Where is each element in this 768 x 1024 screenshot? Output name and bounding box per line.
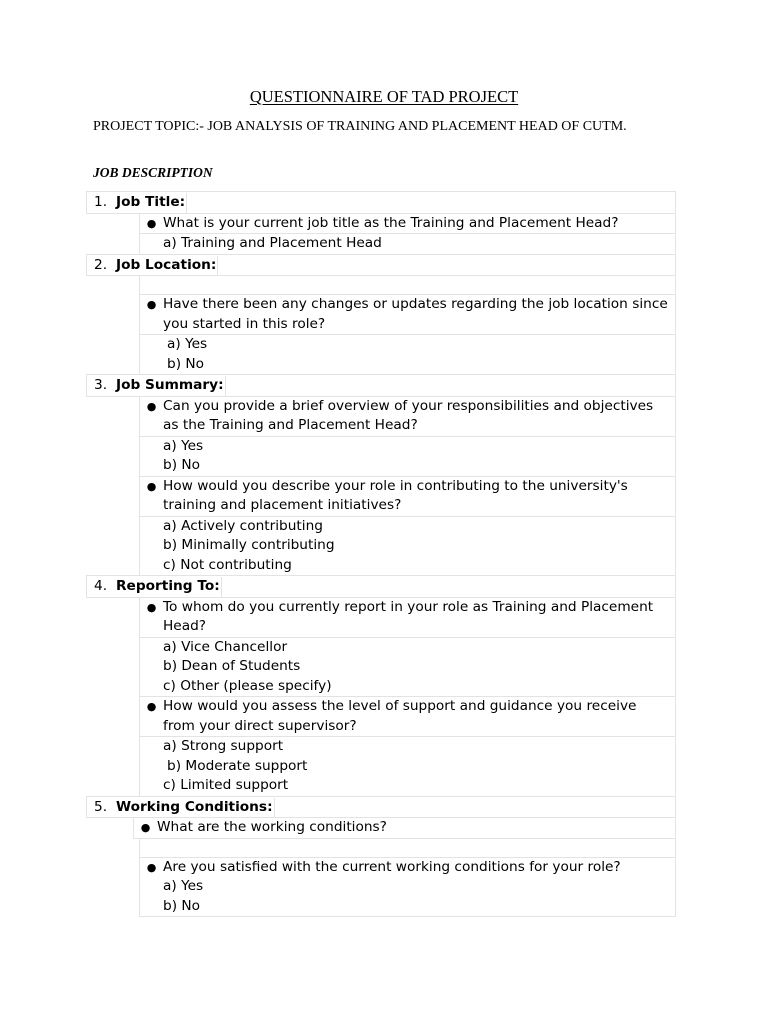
question-text: To whom do you currently report in your role as Training and Placement Head? <box>163 598 654 634</box>
answer-option: b) No <box>167 355 204 372</box>
options-row <box>139 233 676 255</box>
empty-row <box>139 838 676 858</box>
empty-row <box>139 275 676 295</box>
section-label: Job Title: <box>116 194 186 210</box>
section-number: 3. <box>94 377 108 393</box>
answer-option: c) Limited support <box>163 777 289 793</box>
bullet-icon: ● <box>146 860 157 874</box>
bullet-icon: ● <box>146 399 157 413</box>
section-row-reporting-to <box>86 575 676 598</box>
section-row-working-conditions <box>86 796 676 819</box>
section-number: 5. <box>94 798 108 815</box>
section-label: Reporting To: <box>116 578 220 594</box>
section-number: 1. <box>94 194 108 210</box>
project-topic: PROJECT TOPIC:- JOB ANALYSIS OF TRAINING AND PLACEMENT HEAD OF CUTM. <box>93 119 627 134</box>
question-row <box>139 696 676 737</box>
question-text: How would you describe your role in contributing to the university's training and placement initiatives? <box>163 477 628 513</box>
bullet-icon: ● <box>146 600 157 614</box>
answer-option: b) Dean of Students <box>163 658 301 674</box>
answer-option: a) Yes <box>163 437 204 454</box>
answer-option: b) Minimally contributing <box>163 537 335 553</box>
question-row <box>133 817 676 839</box>
section-row-job-location <box>86 254 676 277</box>
answer-option: a) Training and Placement Head <box>163 235 382 251</box>
question-row <box>139 597 676 638</box>
bullet-icon: ● <box>146 298 157 311</box>
question-text: How would you assess the level of support and guidance you receive from your direct supervisor? <box>163 698 637 734</box>
section-label: Working Conditions: <box>116 798 273 815</box>
answer-option: c) Other (please specify) <box>163 677 332 694</box>
answer-option: c) Not contributing <box>163 556 292 573</box>
options-row <box>139 516 676 577</box>
options-row <box>139 334 676 375</box>
question-row <box>139 396 676 437</box>
answer-option: b) No <box>163 897 200 914</box>
section-number: 4. <box>94 578 108 594</box>
bullet-icon: ● <box>146 216 157 230</box>
question-text: Can you provide a brief overview of your responsibilities and objectives as the Training and Placement Head? <box>163 397 654 433</box>
question-text: Have there been any changes or updates regarding the job location since you started in this role? <box>163 296 668 332</box>
section-row-job-title <box>86 191 676 214</box>
options-row <box>139 436 676 477</box>
answer-option: a) Yes <box>167 336 208 352</box>
answer-option: a) Strong support <box>163 738 284 754</box>
bullet-icon: ● <box>140 821 151 834</box>
options-row <box>139 637 676 698</box>
section-label: Job Location: <box>116 256 217 273</box>
question-text: What are the working conditions? <box>157 819 387 835</box>
bullet-icon: ● <box>146 700 157 713</box>
answer-option: b) Moderate support <box>167 757 308 774</box>
section-number: 2. <box>94 256 108 273</box>
document-title: QUESTIONNAIRE OF TAD PROJECT <box>249 87 519 106</box>
section-label: Job Summary: <box>116 377 224 393</box>
question-row <box>139 476 676 517</box>
options-row <box>139 736 676 797</box>
question-text: What is your current job title as the Training and Placement Head? <box>163 214 619 231</box>
section-row-job-summary <box>86 374 676 397</box>
bullet-icon: ● <box>146 479 157 493</box>
answer-option: b) No <box>163 457 200 473</box>
question-text: Are you satisfied with the current working conditions for your role? <box>163 858 621 875</box>
question-row <box>139 213 676 235</box>
section-heading: JOB DESCRIPTION <box>93 165 213 180</box>
questionnaire-table <box>86 192 676 917</box>
question-row <box>139 857 676 918</box>
answer-option: a) Vice Chancellor <box>163 638 288 655</box>
question-row <box>139 294 676 335</box>
answer-option: a) Actively contributing <box>163 517 323 534</box>
answer-option: a) Yes <box>163 878 204 894</box>
